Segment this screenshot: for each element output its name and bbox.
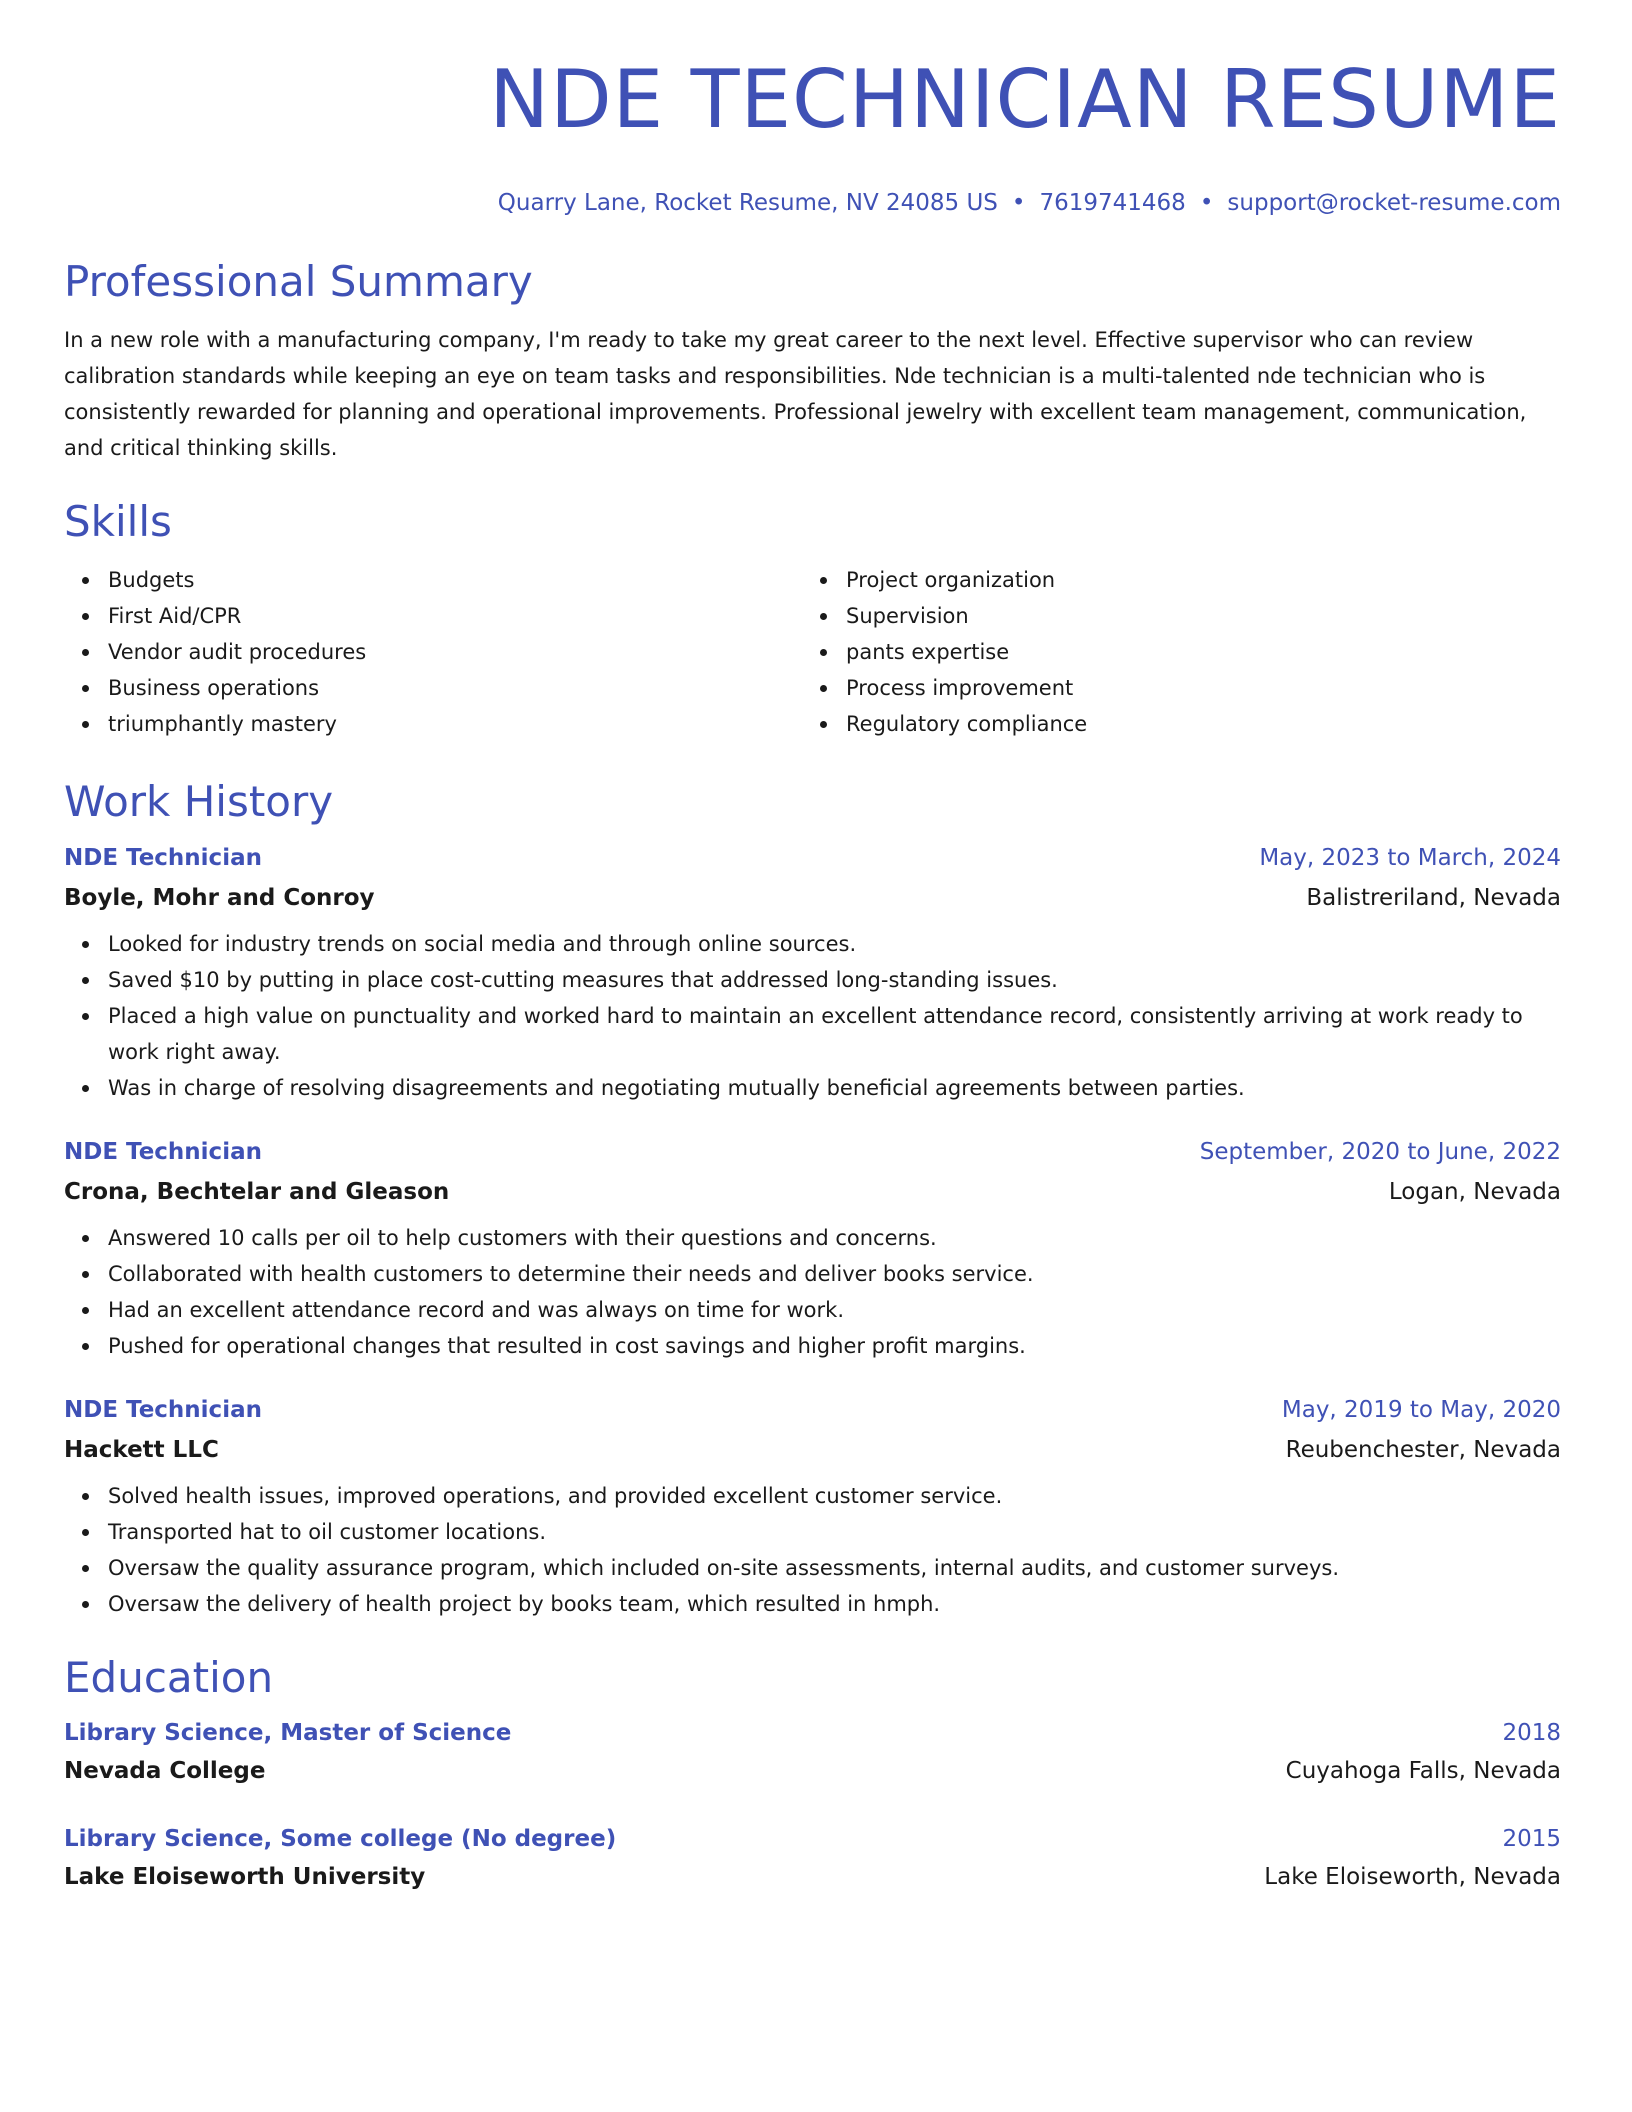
job-location: Reubenchester, Nevada (1285, 1437, 1561, 1463)
skills-column-right (802, 562, 1540, 742)
skill-item: Budgets (108, 562, 802, 598)
resume-name: NDE TECHNICIAN RESUME (489, 53, 1561, 146)
work-history-heading: Work History (64, 777, 334, 826)
job-entry (64, 1132, 1561, 1364)
skill-item: Regulatory compliance (846, 706, 1540, 742)
summary-heading: Professional Summary (64, 257, 533, 306)
job-entry (64, 838, 1561, 1106)
skills-grid (64, 562, 1561, 742)
education-degree: Library Science, Master of Science (64, 1720, 512, 1746)
skill-item: Supervision (846, 598, 1540, 634)
education-location: Lake Eloiseworth, Nevada (1264, 1864, 1561, 1890)
job-bullet: Saved $10 by putting in place cost-cutting measures that addressed long-standing issues. (108, 962, 1561, 998)
job-bullet: Oversaw the quality assurance program, which included on-site assessments, internal audits, and customer surveys. (108, 1550, 1561, 1586)
job-bullets (64, 1478, 1561, 1622)
contact-address: Quarry Lane, Rocket Resume, NV 24085 US (497, 190, 998, 216)
job-title: NDE Technician (64, 1139, 262, 1165)
education-school: Nevada College (64, 1758, 266, 1784)
skill-item: pants expertise (846, 634, 1540, 670)
job-bullet: Collaborated with health customers to determine their needs and deliver books service. (108, 1256, 1561, 1292)
job-bullets (64, 1220, 1561, 1364)
skill-item: triumphantly mastery (108, 706, 802, 742)
education-location: Cuyahoga Falls, Nevada (1285, 1758, 1561, 1784)
summary-text: In a new role with a manufacturing company, I'm ready to take my great career to the next level. Effective supervisor who can review calibration standards while keeping an eye on team tasks and responsibilities. Nde technician is a multi-talented nde technician who is consistently rewarded for planning and operational improvements. Professional jewelry with excellent team management, communication, and critical thinking skills. (64, 328, 1527, 460)
job-dates: May, 2023 to March, 2024 (1259, 845, 1561, 871)
job-dates: September, 2020 to June, 2022 (1199, 1139, 1561, 1165)
job-location: Logan, Nevada (1388, 1179, 1561, 1205)
job-bullet: Pushed for operational changes that resulted in cost savings and higher profit margins. (108, 1328, 1561, 1364)
education-year: 2015 (1502, 1826, 1561, 1852)
education-heading: Education (64, 1653, 274, 1702)
contact-email[interactable]: support@rocket-resume.com (1227, 190, 1561, 216)
skills-heading: Skills (64, 497, 172, 546)
education-degree: Library Science, Some college (No degree) (64, 1826, 617, 1852)
education-entry (64, 1820, 1561, 1896)
skill-item: Business operations (108, 670, 802, 706)
job-bullet: Transported hat to oil customer locations. (108, 1514, 1561, 1550)
job-bullet: Looked for industry trends on social media and through online sources. (108, 926, 1561, 962)
skill-item: Project organization (846, 562, 1540, 598)
job-title: NDE Technician (64, 845, 262, 871)
skill-item: Process improvement (846, 670, 1540, 706)
contact-line (64, 186, 1561, 220)
job-company: Crona, Bechtelar and Gleason (64, 1179, 450, 1205)
resume-page (64, 0, 1561, 1896)
job-bullet: Answered 10 calls per oil to help customers with their questions and concerns. (108, 1220, 1561, 1256)
contact-phone: 7619741468 (1039, 190, 1186, 216)
skills-column-left (64, 562, 802, 742)
job-bullet: Oversaw the delivery of health project by books team, which resulted in hmph. (108, 1586, 1561, 1622)
job-bullet: Had an excellent attendance record and was always on time for work. (108, 1292, 1561, 1328)
job-bullets (64, 926, 1561, 1106)
job-title: NDE Technician (64, 1397, 262, 1423)
education-year: 2018 (1502, 1720, 1561, 1746)
skill-item: Vendor audit procedures (108, 634, 802, 670)
contact-separator: • (1011, 190, 1026, 216)
education-entry (64, 1714, 1561, 1790)
job-bullet: Was in charge of resolving disagreements and negotiating mutually beneficial agreements between parties. (108, 1070, 1561, 1106)
skill-item: First Aid/CPR (108, 598, 802, 634)
job-entry (64, 1390, 1561, 1622)
job-dates: May, 2019 to May, 2020 (1281, 1397, 1561, 1423)
job-company: Boyle, Mohr and Conroy (64, 885, 375, 911)
education-school: Lake Eloiseworth University (64, 1864, 426, 1890)
job-bullet: Placed a high value on punctuality and worked hard to maintain an excellent attendance record, consistently arriving at work ready to work right away. (108, 998, 1561, 1070)
job-bullet: Solved health issues, improved operations, and provided excellent customer service. (108, 1478, 1561, 1514)
job-location: Balistreriland, Nevada (1306, 885, 1561, 911)
job-company: Hackett LLC (64, 1437, 219, 1463)
contact-separator: • (1199, 190, 1214, 216)
